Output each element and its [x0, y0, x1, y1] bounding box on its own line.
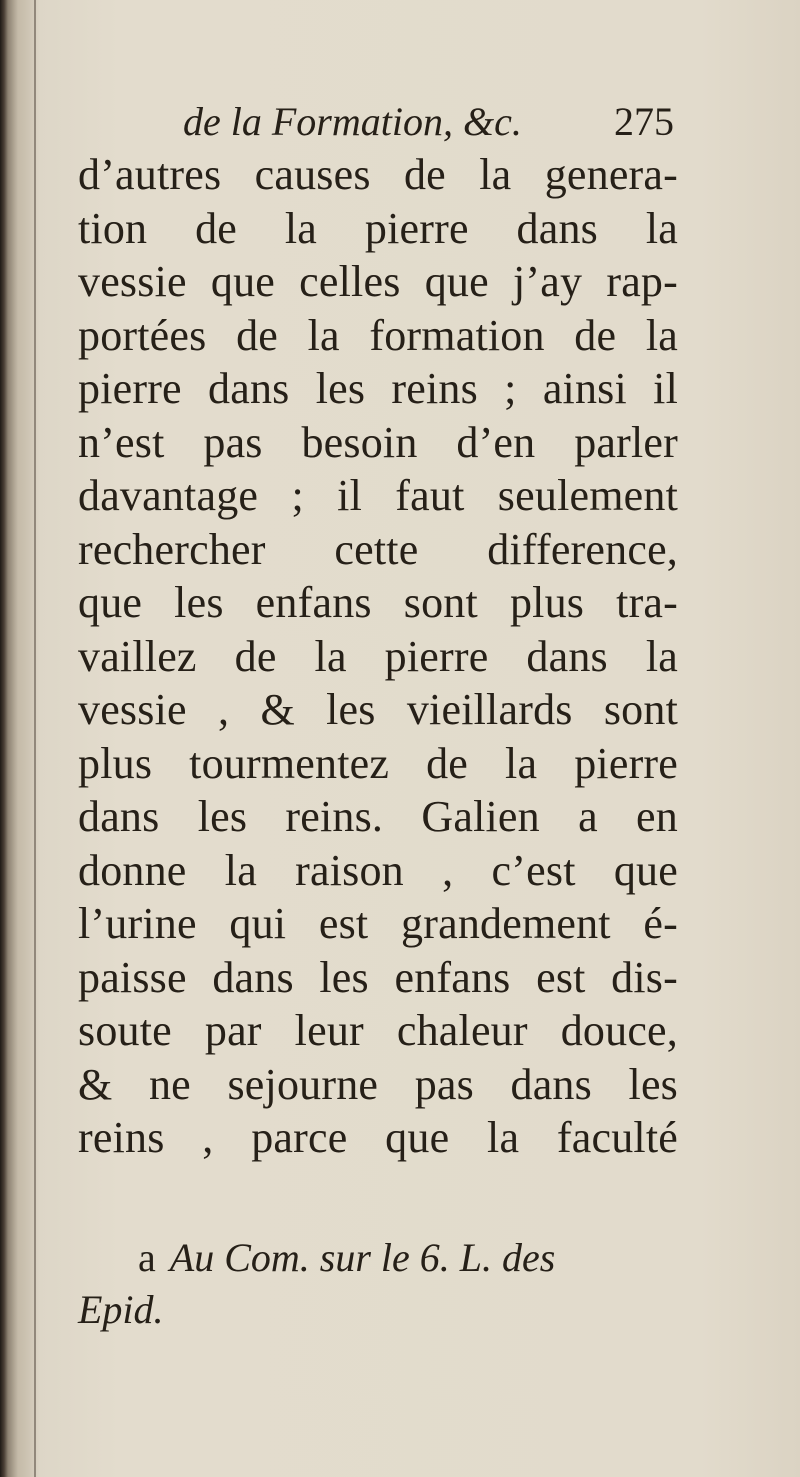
- page-number: 275: [614, 99, 674, 144]
- footnote: [78, 1232, 678, 1336]
- body-line: que les enfans sont plus tra-: [78, 578, 678, 627]
- body-line: rechercher cette difference,: [78, 524, 678, 574]
- body-line: reins , parce que la faculté: [78, 1113, 678, 1162]
- running-head-title: de la Formation, &c.: [183, 99, 522, 144]
- body-line: donne la raison , c’est que: [78, 845, 678, 895]
- footnote-line-1: [78, 1232, 678, 1284]
- body-line: l’urine qui est grandement é-: [78, 899, 678, 948]
- binding-shadow-line: [34, 0, 36, 1477]
- body-line: vessie que celles que j’ay rap-: [78, 257, 678, 306]
- body-line: vaillez de la pierre dans la: [78, 631, 678, 681]
- body-line: n’est pas besoin d’en parler: [78, 417, 678, 467]
- body-line: paisse dans les enfans est dis-: [78, 952, 678, 1002]
- footnote-marker: a: [138, 1235, 156, 1280]
- running-head: [78, 96, 678, 148]
- text-block: [78, 96, 678, 1165]
- footnote-line-2: Epid.: [78, 1287, 164, 1332]
- body-line: d’autres causes de la genera-: [78, 150, 678, 199]
- body-line: tion de la pierre dans la: [78, 203, 678, 253]
- body-line: pierre dans les reins ; ainsi il: [78, 364, 678, 413]
- body-line: plus tourmentez de la pierre: [78, 738, 678, 788]
- body-line: davantage ; il faut seulement: [78, 471, 678, 520]
- body-line: portées de la formation de la: [78, 310, 678, 360]
- footnote-reference: Au Com. sur le 6. L. des: [169, 1235, 556, 1280]
- body-line: dans les reins. Galien a en: [78, 792, 678, 841]
- body-line: & ne sejourne pas dans les: [78, 1059, 678, 1109]
- body-line: vessie , & les vieillards sont: [78, 685, 678, 734]
- body-line: soute par leur chaleur douce,: [78, 1006, 678, 1055]
